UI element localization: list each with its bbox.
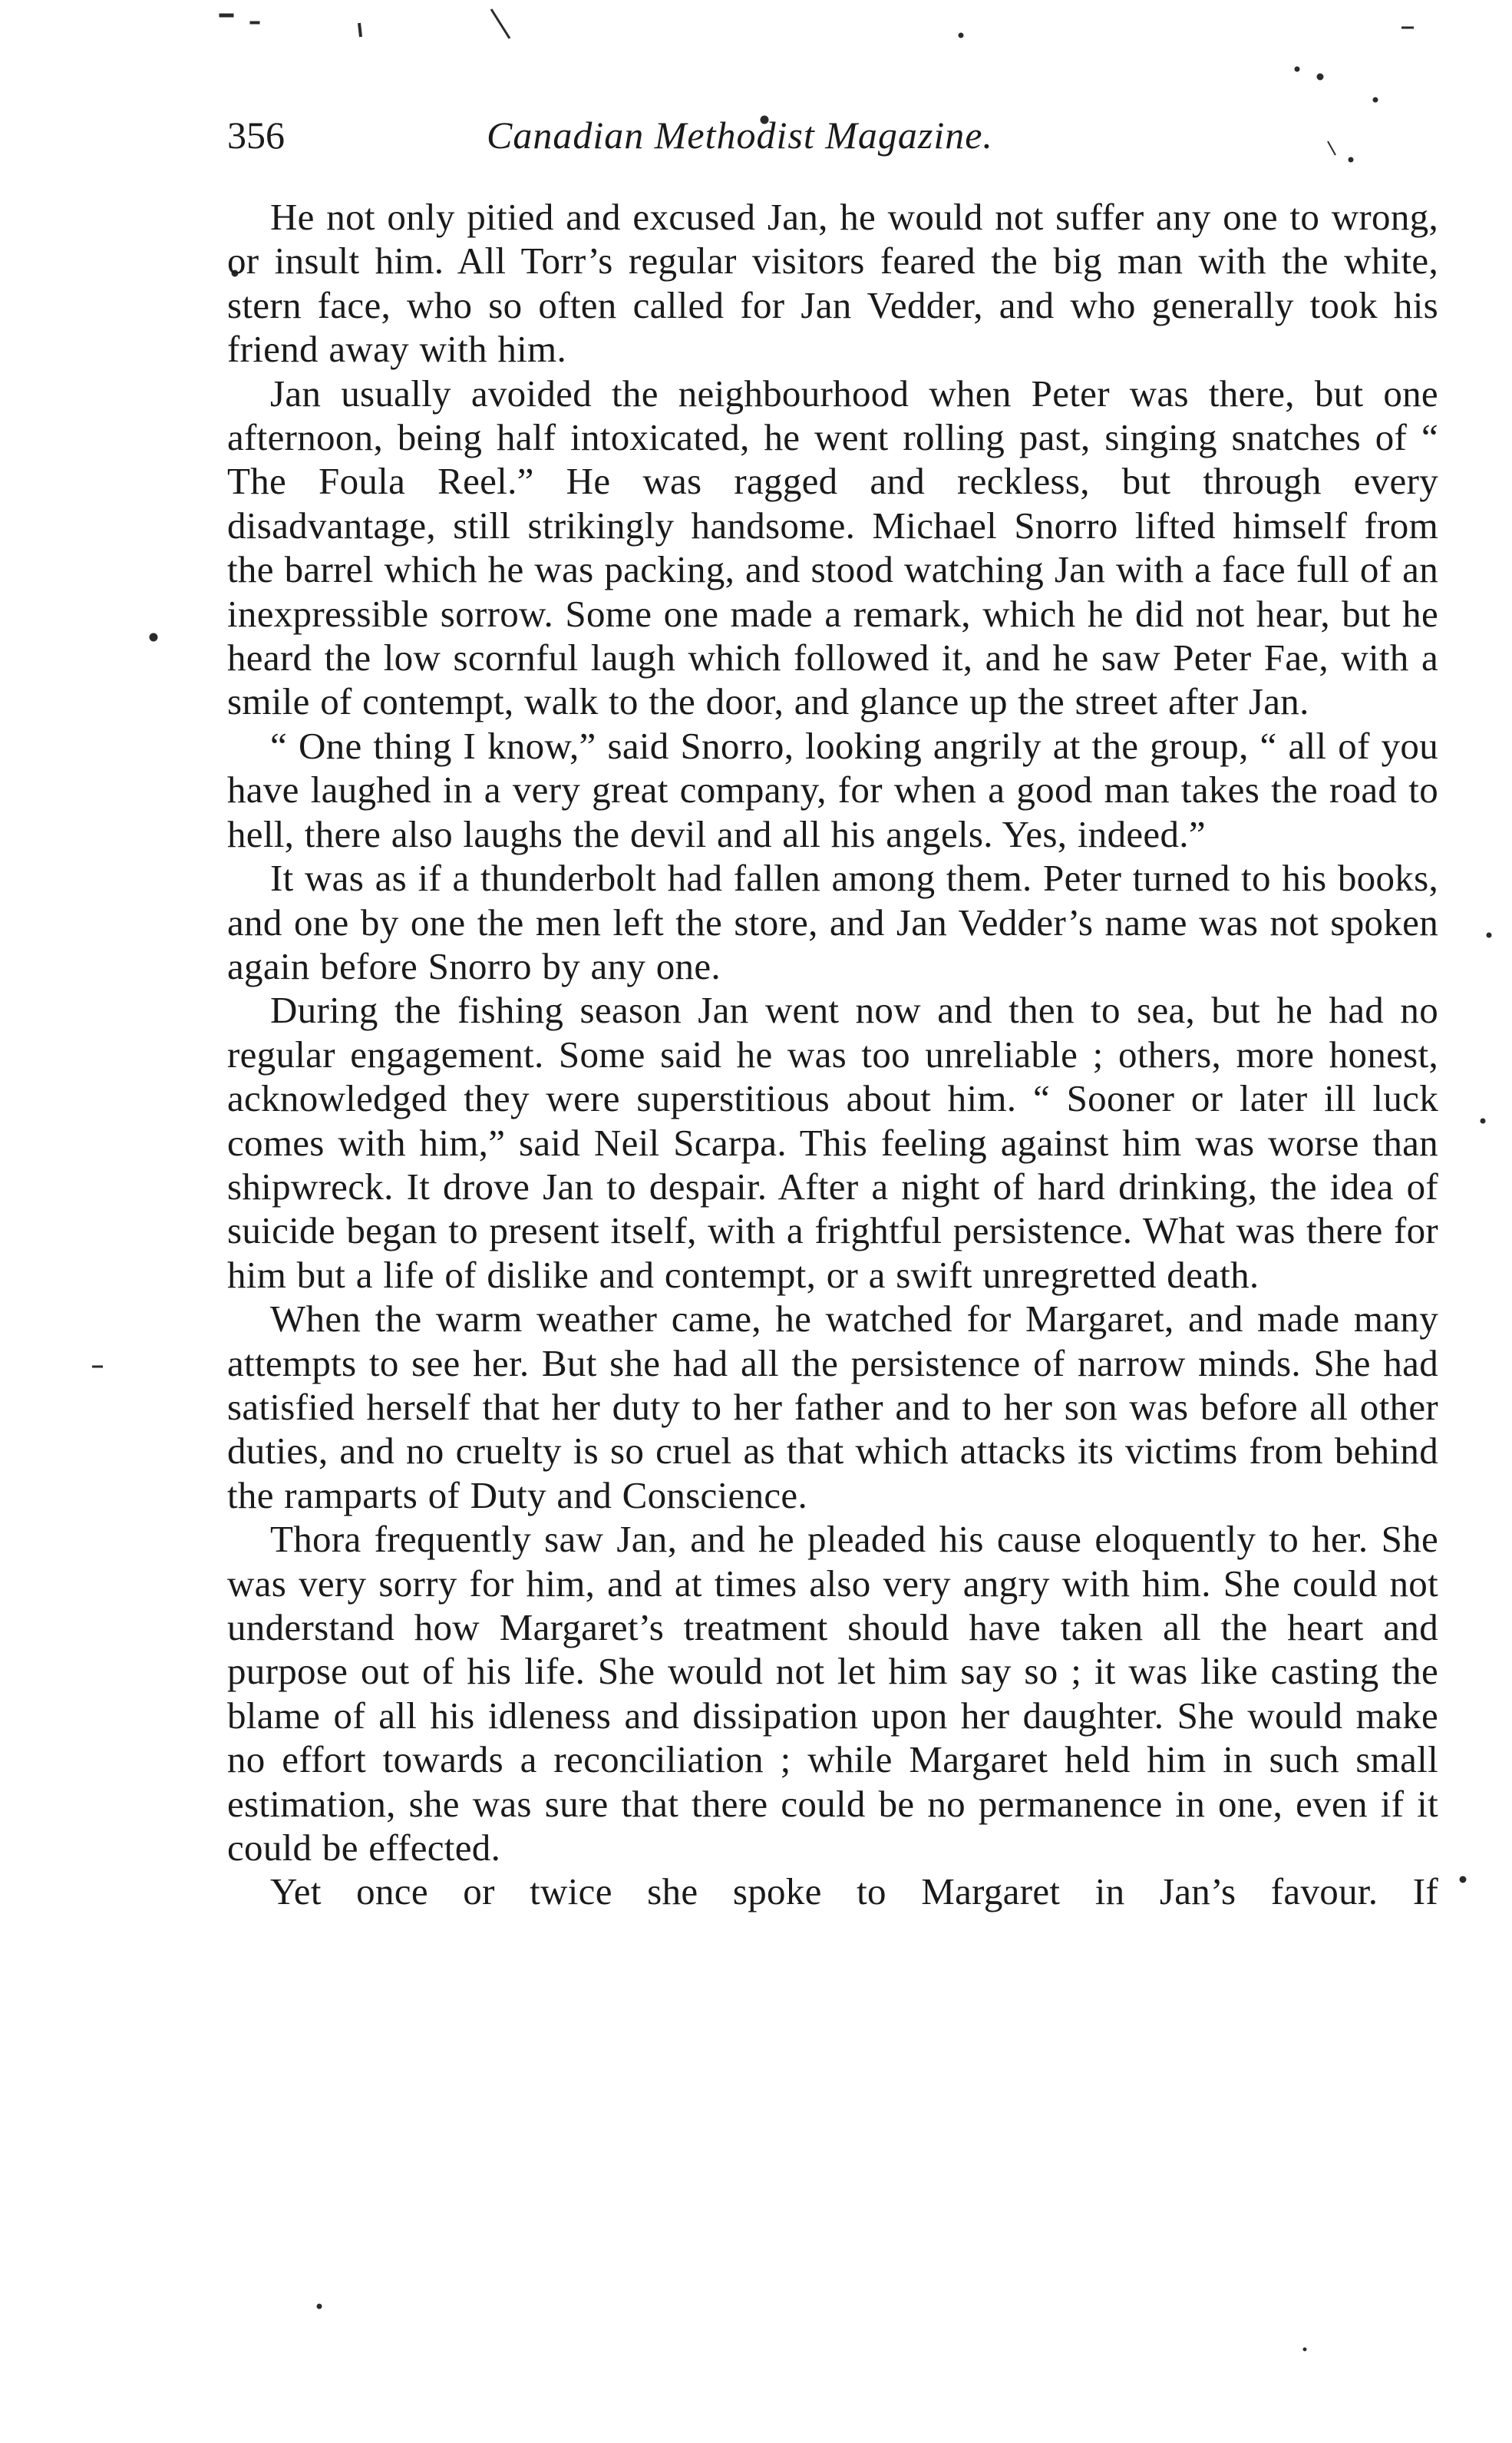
paragraph-continued: Yet once or twice she spoke to Margaret in Jan’s favour. If bbox=[270, 1870, 1438, 1913]
paragraph: Jan usually avoided the neighbourhood when Peter was there, but one afternoon, being half intoxicated, he went rolling past, singing snatches of “ The Foula Reel.” He was ragged and reckless, but through every disadvantage, still strikingly handsome. Michael Snorro lifted himself from the barrel which he was packing, and stood watching Jan with a face full of an inexpressible sorrow. Some one made a remark, which he did not hear, but he heard the low scornful laugh which followed it, and he saw Peter Fae, with a smile of contempt, walk to the door, and glance up the street after Jan. bbox=[227, 372, 1438, 723]
article-body bbox=[227, 195, 1438, 1914]
running-header bbox=[227, 107, 1409, 163]
journal-title: Canadian Methodist Magazine. bbox=[487, 114, 993, 157]
paragraph: It was as if a thunderbolt had fallen among them. Peter turned to his books, and one by one the men left the store, and Jan Vedder’s name was not spoken again before Snorro by any one. bbox=[227, 857, 1438, 987]
paragraph: When the warm weather came, he watched for Margaret, and made many attempts to see her. But she had all the persistence of narrow minds. She had satisfied herself that her duty to her father and to her son was before all other duties, and no cruelty is so cruel as that which attacks its victims from behind the ramparts of Duty and Conscience. bbox=[227, 1298, 1438, 1516]
page-number: 356 bbox=[227, 114, 285, 157]
paragraph: “ One thing I know,” said Snorro, looking angrily at the group, “ all of you have laughed in a very great company, for when a good man takes the road to hell, there also laughs the devil and all his angels. Yes, indeed.” bbox=[227, 724, 1438, 855]
paragraph: He not only pitied and excused Jan, he would not suffer any one to wrong, or insult him. All Torr’s regular visitors feared the big man with the white, stern face, who so often called for Jan Vedder, and who generally took his friend away with him. bbox=[227, 196, 1438, 371]
paragraph: Thora frequently saw Jan, and he pleaded his cause eloquently to her. She was very sorry for him, and at times also very angry with him. She could not understand how Margaret’s treatment should have taken all the heart and purpose out of his life. She would not let him say so ; it was like casting the blame of all his idleness and dissipation upon her daughter. She would make no effort towards a reconciliation ; while Margaret held him in such small estimation, she was sure that there could be no permanence in one, even if it could be effected. bbox=[227, 1518, 1438, 1869]
paragraph: During the fishing season Jan went now and then to sea, but he had no regular engagement. Some said he was too unreliable ; others, more honest, acknowledged they were superstitious about him. “ Sooner or later ill luck comes with him,” said Neil Scarpa. This feeling against him was worse than shipwreck. It drove Jan to despair. After a night of hard drinking, the idea of suicide began to present itself, with a frightful persistence. What was there for him but a life of dislike and contempt, or a swift unregretted death. bbox=[227, 989, 1438, 1296]
